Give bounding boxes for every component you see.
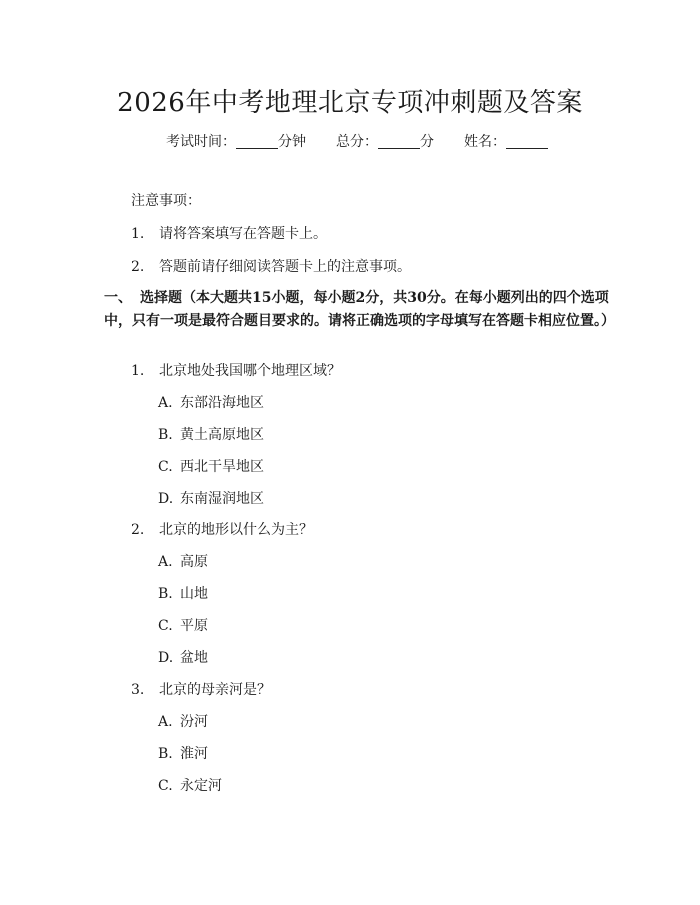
option-letter: A. <box>158 554 173 570</box>
option-text: 淮河 <box>180 746 208 762</box>
option-item <box>158 711 208 731</box>
notice-item-text: 答题前请仔细阅读答题卡上的注意事项。 <box>159 259 411 275</box>
question-number: 2. <box>131 522 145 538</box>
total-score-blank <box>378 134 420 149</box>
option-letter: B. <box>158 586 173 602</box>
option-item <box>158 743 208 763</box>
option-item <box>158 488 264 508</box>
section-number: 一、 <box>104 290 132 306</box>
option-letter: A. <box>158 395 173 411</box>
option-item <box>158 647 208 667</box>
question-item <box>131 360 341 380</box>
option-letter: C. <box>158 618 173 634</box>
option-text: 平原 <box>180 618 208 634</box>
exam-time-unit: 分钟 <box>278 134 306 150</box>
question-text: 北京的地形以什么为主？ <box>159 522 313 538</box>
option-letter: A. <box>158 714 173 730</box>
option-text: 西北干旱地区 <box>180 459 264 475</box>
exam-time-label: 考试时间： <box>166 134 236 150</box>
option-item <box>158 456 264 476</box>
option-item <box>158 424 264 444</box>
question-item <box>131 679 271 699</box>
section-heading <box>104 287 624 333</box>
question-text: 北京的母亲河是？ <box>159 682 271 698</box>
option-letter: C. <box>158 459 173 475</box>
option-item <box>158 551 208 571</box>
option-text: 高原 <box>180 554 208 570</box>
exam-info-line <box>166 131 548 151</box>
notice-item <box>131 256 411 276</box>
option-text: 汾河 <box>180 714 208 730</box>
name-blank <box>506 134 548 149</box>
total-score-label: 总分： <box>336 134 378 150</box>
option-text: 永定河 <box>180 778 222 794</box>
name-label: 姓名： <box>464 134 506 150</box>
exam-time-blank <box>236 134 278 149</box>
option-letter: D. <box>158 650 174 666</box>
option-letter: C. <box>158 778 173 794</box>
option-item <box>158 775 222 795</box>
notice-item-text: 请将答案填写在答题卡上。 <box>159 226 327 242</box>
section-instructions: 选择题（本大题共15小题，每小题2分，共30分。在每小题列出的四个选项中，只有一项是最符合题目要求的。请将正确选项的字母填写在答题卡相应位置。） <box>104 290 615 329</box>
option-letter: B. <box>158 427 173 443</box>
notice-item <box>131 223 327 243</box>
notice-item-number: 2. <box>131 259 145 275</box>
option-text: 东部沿海地区 <box>180 395 264 411</box>
option-text: 盆地 <box>180 650 208 666</box>
option-letter: D. <box>158 491 174 507</box>
question-text: 北京地处我国哪个地理区域？ <box>159 363 341 379</box>
total-score-unit: 分 <box>420 134 434 150</box>
option-item <box>158 583 208 603</box>
option-text: 山地 <box>180 586 208 602</box>
option-text: 黄土高原地区 <box>180 427 264 443</box>
notice-item-number: 1. <box>131 226 145 242</box>
question-item <box>131 519 313 539</box>
page-title: 2026年中考地理北京专项冲刺题及答案 <box>117 88 583 118</box>
option-item <box>158 615 208 635</box>
notice-title: 注意事项： <box>131 193 201 209</box>
question-number: 3. <box>131 682 145 698</box>
option-letter: B. <box>158 746 173 762</box>
option-text: 东南湿润地区 <box>180 491 264 507</box>
option-item <box>158 392 264 412</box>
question-number: 1. <box>131 363 145 379</box>
